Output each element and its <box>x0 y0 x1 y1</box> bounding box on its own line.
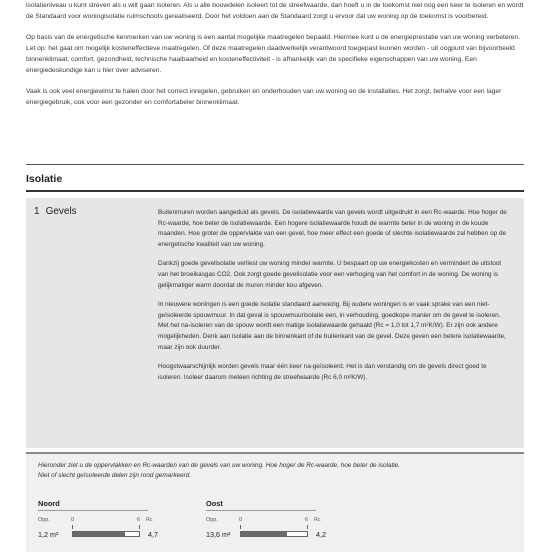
rc-label: Rc <box>146 517 153 523</box>
wall-name: Noord <box>38 499 148 511</box>
intro-paragraph: Vaak is ook veel energiewinst te halen door het correct inregelen, gebruiken en onderhouden van uw woning en de installaties. Het zorgt, behalve voor een lager energiegebruik, ook voor een gezonder en comfortabeler binnenklimaat. <box>26 88 502 106</box>
gevels-heading <box>34 206 77 217</box>
scale-min: 0 <box>71 517 74 523</box>
wall-area: 13,6 m² <box>206 530 231 539</box>
intro-paragraph: Op basis van de energetische kenmerken van uw woning is een aantal mogelijke maatregelen bepaald. Hiermee kunt u de energieprestatie van uw woning verbeteren. Let op: het gaat om mogelijk kosteneffectieve maatregelen. Of deze maatregelen daadwerkelijk verantwoord toegepast kunnen worden - uit oogpunt van bijvoorbeeld binnenklimaat, comfort, gezondheid, technische haalbaarheid en kosteneffectiviteit - is afhankelijk van de specifieke eigenschappen van uw woning. Een energiedeskundige kan u hier over adviseren. <box>26 34 521 74</box>
rc-meter <box>38 515 178 545</box>
scale-max: 6 <box>305 517 308 523</box>
gevels-paragraph: Buitenmuren worden aangeduid als gevels. De isolatiewaarde van gevels wordt uitgedrukt in een Rc-waarde. Hoe hoger de Rc-waarde, hoe beter de isolatiewaarde. Een hogere isolatiewaarde houdt de warmte beter in de woning in de koude maanden. Hoe groter de oppervlakte van een gevel, hoe meer effect een goede of slechte isolatiewaarde zal hebben op de energetische kwaliteit van uw woning. <box>158 209 507 248</box>
wall-noord <box>38 499 178 545</box>
wall-values-panel <box>26 452 524 552</box>
rc-meter <box>206 515 346 545</box>
tick <box>240 525 241 529</box>
rc-bar-fill <box>241 532 287 536</box>
opp-label: Opp. <box>38 517 50 523</box>
note-line: Niet of slecht geïsoleerde delen zijn rood gemarkeerd. <box>38 472 192 479</box>
rc-bar <box>240 531 308 537</box>
tick <box>72 525 73 529</box>
divider <box>26 190 524 192</box>
rc-label: Rc <box>314 517 321 523</box>
intro-paragraph: isolatieniveau u kunt streven als u wilt gaan isoleren. Als u alle bouwdelen isoleert tot de streefwaarde, dan hoeft u in de toekomst niet nog een keer te isoleren en wordt de Standaard voor woningisolatie ruimschoots gerealiseerd. Door het voldoen aan de Standaard zorgt u ervoor dat uw woning op de toekomst is voorbereid. <box>26 2 524 20</box>
gevels-paragraph: In nieuwere woningen is een goede isolatie standaard aanwezig. Bij oudere woningen is er vaak sprake van een niet-geïsoleerde spouwmuur. In dat geval is spouwmuurisolatie een, in verhouding, goedkope manier om de gevel te isoleren. Met het na-isoleren van de spouw wordt een matige isolatiewaarde gehaald (Rc = 1,0 tot 1,7 m²K/W). Er zijn ook andere mogelijkheden. Denk aan isolatie aan de binnenkant of de buitenkant van de gevel. Deze geven een betere isolatiewaarde, maar zijn ook duurder. <box>158 301 506 351</box>
rc-value: 4,7 <box>148 530 158 539</box>
wall-area: 1,2 m² <box>38 530 59 539</box>
rc-value: 4,2 <box>316 530 326 539</box>
scale-max: 6 <box>137 517 140 523</box>
wall-values-note <box>38 461 508 481</box>
note-line: Hieronder ziet u de oppervlakken en Rc-waarden van de gevels van uw woning. Hoe hoger de Rc-waarde, hoe beter de isolatie. <box>38 462 400 469</box>
section-title: Isolatie <box>26 173 63 185</box>
intro-text <box>26 0 526 118</box>
rc-bar-fill <box>73 532 125 536</box>
section-number: 1 <box>34 206 40 217</box>
scale-min: 0 <box>239 517 242 523</box>
gevels-title: Gevels <box>45 206 77 217</box>
gevels-description <box>158 208 510 392</box>
wall-oost <box>206 499 346 545</box>
opp-label: Opp. <box>206 517 218 523</box>
gevels-paragraph: Dankzij goede gevelisolatie verliest uw woning minder warmte. U bespaart op uw energiekosten en vermindert de uitstoot van het broeikasgas CO2. Ook zorgt goede gevelisolatie voor een verhoging van het comfort in de woning. De woning is gelijkmatiger warm doordat de muren minder kou afgeven. <box>158 260 502 289</box>
tick <box>139 525 140 529</box>
wall-name: Oost <box>206 499 316 511</box>
divider <box>26 164 524 165</box>
tick <box>307 525 308 529</box>
gevels-section <box>26 198 524 448</box>
gevels-paragraph: Hoogstwaarschijnlijk worden gevels maar één keer na-geïsoleerd. Het is dan verstandig om de gevels direct goed te isoleren. Isoleer daarom meteen richting de streefwaarde (Rc 6,0 m²K/W). <box>158 363 487 381</box>
rc-bar <box>72 531 140 537</box>
